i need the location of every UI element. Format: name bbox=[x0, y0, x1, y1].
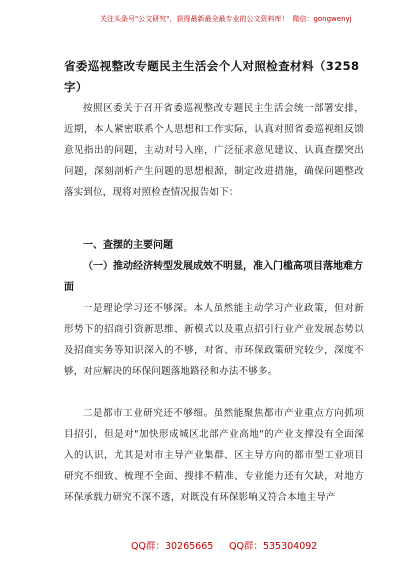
subsection-heading: （一）推动经济转型发展成效不明显，准入门槛高项目落地难方面 bbox=[64, 261, 363, 293]
footer-qq-group-2: QQ群：535304092 bbox=[229, 541, 318, 552]
banner-promo-text: 关注头条号"公文研究"，获得最新最全最专业的公文资料库！ bbox=[100, 15, 289, 23]
section-heading: 一、查摆的主要问题 bbox=[83, 240, 173, 251]
header-banner bbox=[100, 14, 352, 24]
document-title: 省委巡视整改专题民主生活会个人对照检查材料（3258字） bbox=[64, 59, 360, 94]
body-paragraph-1: 一是理论学习还不够深。本人虽然能主动学习产业政策，但对新形势下的招商引资新思维、新模式以及重点招引行业产业发展态势以及招商实务等知识深入的不够，对省、市环保政策研究较少，深度不够，对应解决的环保问题落地路径和办法不够多。 bbox=[64, 303, 364, 377]
body-paragraph-2: 二是都市工业研究还不够细。虽然能聚焦都市产业重点方向抓项目招引，但是对"加快形成城区北部产业高地"的产业支撑没有全面深入的认识，尤其是对市主导产业集群、区主导方向的都市型工业项目研究不细致、梳理不全面、搜排不精准、专业能力还有欠缺，对地方环保承载力研究不深不透，对既没有环保影响又符合本地主导产 bbox=[64, 408, 364, 503]
banner-wechat-text: 微信：gongwenyj bbox=[292, 15, 352, 23]
footer-qq-group-1: QQ群：30265665 bbox=[131, 541, 214, 552]
intro-paragraph: 按照区委关于召开省委巡视整改专题民主生活会统一部署安排，近期，本人紧密联系个人思想和工作实际，认真对照省委巡视组反馈意见指出的问题，主动对号入座，广泛征求意见建议、认真查摆突出问题，深刻剖析产生问题的思想根源，制定改进措施，确保问题整改落实到位，现将对照检查情况报告如下： bbox=[64, 103, 364, 198]
